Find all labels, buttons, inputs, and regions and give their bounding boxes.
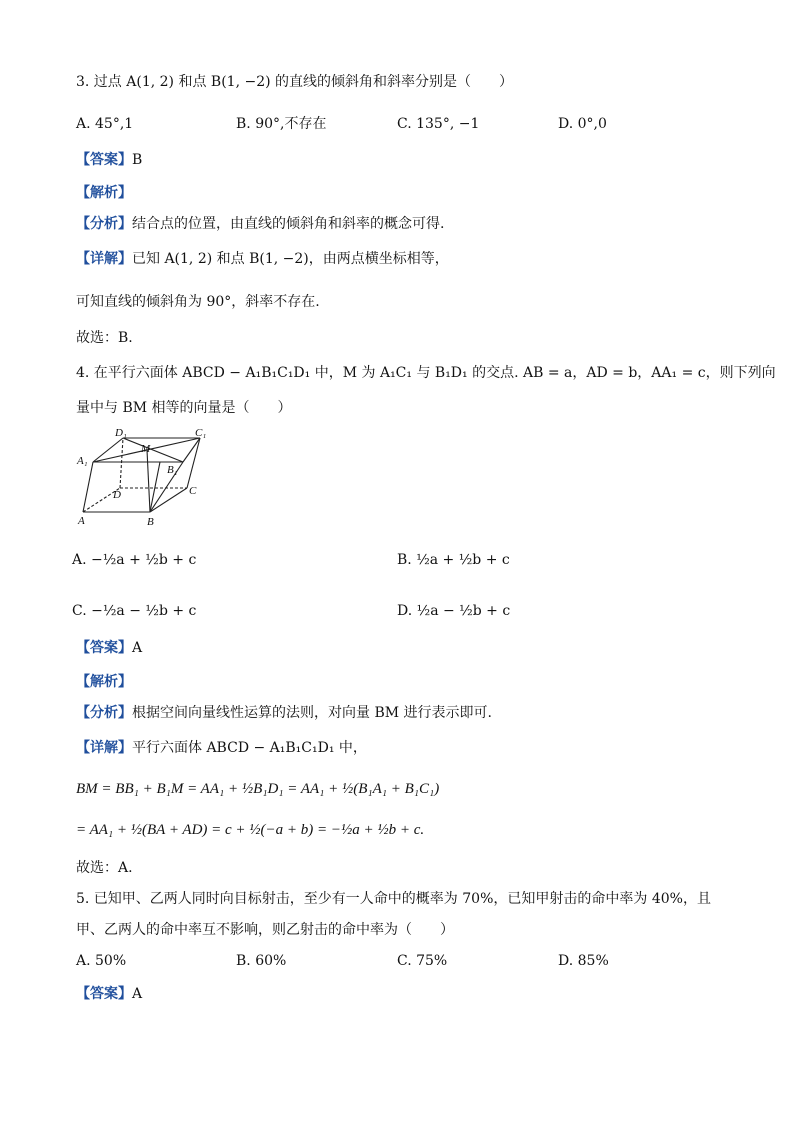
label-d: D bbox=[113, 489, 121, 501]
q5-option-a: A. 50% bbox=[76, 953, 127, 969]
q4-stem-line1: 4. 在平行六面体 ABCD − A₁B₁C₁D₁ 中，M 为 A₁C₁ 与 B₁D₁ 的交点. AB = a，AD = b，AA₁ = c，则下列向 bbox=[76, 365, 776, 381]
q4-equation-2: = AA₁ + ½(BA + AD) = c + ½(−a + b) = −½a + ½b + c. bbox=[76, 822, 425, 838]
q5-stem-line2: 甲、乙两人的命中率互不影响，则乙射击的命中率为（ ） bbox=[76, 922, 454, 938]
q3-fenxi bbox=[76, 214, 444, 234]
q5-answer bbox=[76, 984, 142, 1004]
q4-fenxi bbox=[76, 703, 492, 723]
label-c1: C₁ bbox=[195, 428, 207, 439]
answer-tag: 【答案】 bbox=[76, 986, 132, 1002]
label-b1: B₁ bbox=[167, 464, 178, 476]
fenxi-text: 根据空间向量线性运算的法则，对向量 BM 进行表示即可. bbox=[132, 705, 492, 721]
q4-option-a: A. −½a + ½b + c bbox=[72, 552, 197, 568]
xiangjie-text: 平行六面体 ABCD − A₁B₁C₁D₁ 中， bbox=[132, 740, 367, 756]
q3-option-b: B. 90°,不存在 bbox=[236, 116, 327, 132]
q4-stem-line2: 量中与 BM 相等的向量是（ ） bbox=[76, 400, 292, 416]
q4-option-d: D. ½a − ½b + c bbox=[397, 603, 511, 619]
answer-value: B bbox=[132, 152, 143, 168]
q3-analysis-title: 【解析】 bbox=[76, 185, 132, 201]
label-m: M bbox=[141, 443, 151, 455]
q3-option-d: D. 0°,0 bbox=[558, 116, 607, 132]
label-c: C bbox=[189, 485, 197, 497]
q3-conclusion: 故选：B. bbox=[76, 330, 133, 346]
q4-answer bbox=[76, 638, 142, 658]
q5-option-d: D. 85% bbox=[558, 953, 609, 969]
q3-line2: 可知直线的倾斜角为 90°，斜率不存在. bbox=[76, 294, 320, 310]
answer-value: A bbox=[132, 986, 143, 1002]
xiangjie-text: 已知 A(1, 2) 和点 B(1, −2)，由两点横坐标相等， bbox=[132, 251, 449, 267]
q5-stem-line1: 5. 已知甲、乙两人同时向目标射击，至少有一人命中的概率为 70%，已知甲射击的命中率为 40%，且 bbox=[76, 891, 711, 907]
q4-xiangjie bbox=[76, 738, 367, 758]
answer-value: A bbox=[132, 640, 143, 656]
q3-option-c: C. 135°, −1 bbox=[397, 116, 480, 132]
q3-answer bbox=[76, 150, 142, 170]
fenxi-tag: 【分析】 bbox=[76, 705, 132, 721]
label-a: A bbox=[78, 515, 85, 527]
q4-equation-1: BM = BB₁ + B₁M = AA₁ + ½B₁D₁ = AA₁ + ½(B₁A₁ + B₁C₁) bbox=[76, 781, 440, 797]
xiangjie-tag: 【详解】 bbox=[76, 251, 132, 267]
q4-option-b: B. ½a + ½b + c bbox=[397, 552, 510, 568]
parallelepiped-figure bbox=[75, 428, 215, 528]
fenxi-tag: 【分析】 bbox=[76, 216, 132, 232]
answer-tag: 【答案】 bbox=[76, 640, 132, 656]
q5-option-b: B. 60% bbox=[236, 953, 287, 969]
label-a1: A₁ bbox=[77, 455, 88, 467]
xiangjie-tag: 【详解】 bbox=[76, 740, 132, 756]
q3-stem: 3. 过点 A(1, 2) 和点 B(1, −2) 的直线的倾斜角和斜率分别是（ ） bbox=[76, 74, 514, 90]
q4-analysis-title: 【解析】 bbox=[76, 674, 132, 690]
q5-option-c: C. 75% bbox=[397, 953, 448, 969]
label-b: B bbox=[147, 516, 154, 528]
q3-xiangjie bbox=[76, 249, 449, 269]
label-d1: D₁ bbox=[115, 428, 127, 439]
answer-tag: 【答案】 bbox=[76, 152, 132, 168]
q4-option-c: C. −½a − ½b + c bbox=[72, 603, 197, 619]
q4-conclusion: 故选：A. bbox=[76, 860, 133, 876]
fenxi-text: 结合点的位置，由直线的倾斜角和斜率的概念可得. bbox=[132, 216, 445, 232]
q3-option-a: A. 45°,1 bbox=[76, 116, 134, 132]
